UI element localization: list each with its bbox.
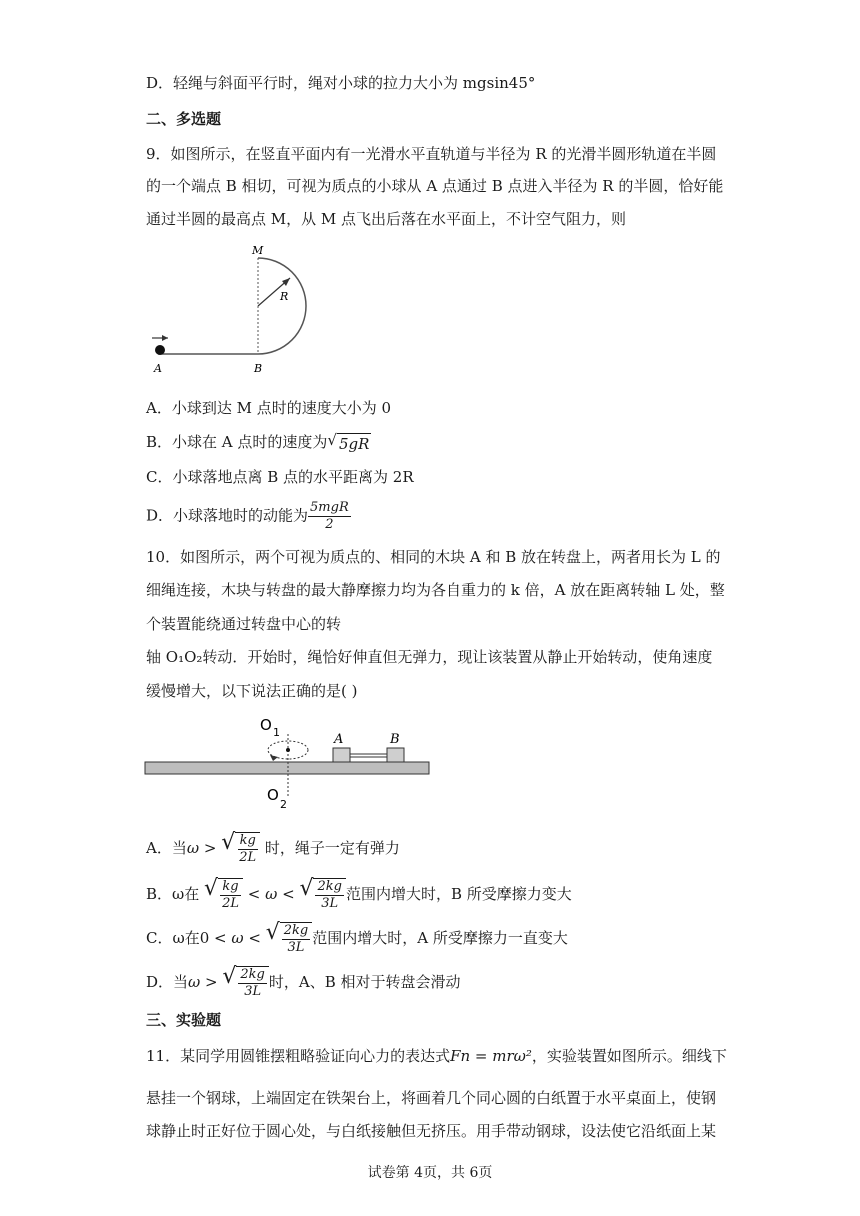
q10-option-c-suffix: 范围内增大时，A 所受摩擦力一直变大	[312, 929, 568, 947]
q10-line4: 轴 O₁O₂转动．开始时，绳恰好伸直但无弹力，现让该装置从静止开始转动，使角速度	[146, 648, 713, 666]
q10-option-d: D．当ω > √ $\frac{2kg}{3L}$ 时，A、B 相对于转盘会滑动	[146, 964, 461, 999]
frac-num: 2kg	[283, 923, 309, 938]
frac-den: 3L	[321, 896, 339, 911]
q10-option-c: C．ω在0 < ω < √ $\frac{2kg}{3L}$ 范围内增大时，A 所受摩擦力一直变大	[146, 920, 568, 955]
q9-line3: 通过半圆的最高点 M，从 M 点飞出后落在水平面上，不计空气阻力，则	[146, 210, 627, 228]
sqrt-5gr-body: 5gR	[338, 434, 370, 453]
q11-line1-text: 11．某同学用圆锥摆粗略验证向心力的表达式	[146, 1047, 451, 1065]
fig-label-r: R	[280, 290, 289, 303]
q10-line1: 10．如图所示，两个可视为质点的、相同的木块 A 和 B 放在转盘上，两者用长为 L 的	[146, 548, 721, 566]
frac-num: kg	[222, 879, 239, 894]
q10-option-b: B．ω在 √ $\frac{kg}{2L}$ < ω < √ $\frac{2kg}{3L}$ 范围内增大时，B 所受摩擦力变大	[146, 876, 572, 911]
fig-label-o1: O	[260, 716, 272, 734]
section-experiment-heading: 三、实验题	[146, 1011, 222, 1029]
frac-5mgr-2	[308, 500, 351, 533]
q9-option-d-text: D．小球落地时的动能为	[146, 506, 309, 525]
q10-option-b-prefix: B．ω在	[146, 885, 200, 903]
q11-line3: 球静止时正好位于圆心处，与白纸接触但无挤压。用手带动钢球，设法使它沿纸面上某	[146, 1122, 717, 1140]
q9-line2: 的一个端点 B 相切，可视为质点的小球从 A 点通过 B 点进入半径为 R 的半圆，恰好能	[146, 177, 724, 195]
fig-label-a: A	[334, 732, 344, 747]
q10-line3: 个装置能绕通过转盘中心的转	[146, 615, 342, 633]
frac-den: 3L	[287, 940, 305, 955]
fig-label-o1-sub: 1	[273, 726, 280, 739]
sqrt-5gr: √ 5gR	[327, 430, 370, 453]
frac-den: 2L	[239, 850, 257, 865]
q10-line2: 细绳连接，木块与转盘的最大静摩擦力均为各自重力的 k 倍，A 放在距离转轴 L 处，整	[146, 581, 725, 599]
section-multiple-choice-heading: 二、多选题	[146, 110, 222, 128]
q11-line1-tail: ，实验装置如图所示。细线下	[531, 1047, 727, 1065]
q10-option-b-suffix: 范围内增大时，B 所受摩擦力变大	[345, 885, 572, 903]
q9-option-d	[146, 500, 351, 533]
q10-option-d-suffix: 时，A、B 相对于转盘会滑动	[268, 973, 461, 991]
q10-line5: 缓慢增大，以下说法正确的是( )	[146, 682, 358, 700]
q9-option-b-text: B．小球在 A 点时的速度为	[146, 433, 328, 451]
fig-label-o2: O	[267, 786, 279, 804]
q9-option-b	[146, 432, 371, 454]
frac-num: 5mgR	[310, 500, 349, 515]
q9-option-a: A．小球到达 M 点时的速度大小为 0	[146, 399, 392, 417]
frac-den: 2L	[222, 896, 239, 911]
page-footer: 试卷第 4页，共 6页	[367, 1165, 493, 1181]
fig-label-m: M	[252, 244, 264, 257]
q10-turntable-figure	[140, 712, 440, 812]
q10-option-d-prefix: D．当	[146, 973, 189, 991]
q10-option-a-prefix: A．当	[146, 839, 187, 857]
q9-semicircle-track-figure	[140, 240, 340, 380]
fig-label-b: B	[254, 362, 263, 375]
fig-label-b: B	[390, 732, 400, 747]
q9-option-c: C．小球落地点离 B 点的水平距离为 2R	[146, 468, 414, 486]
fig-label-a: A	[154, 362, 162, 375]
q11-formula: Fn = mrω²	[450, 1047, 532, 1065]
option-8d: D．轻绳与斜面平行时，绳对小球的拉力大小为 mgsin45°	[146, 74, 536, 92]
frac-num: 2kg	[240, 967, 265, 982]
q9-line1: 9．如图所示，在竖直平面内有一光滑水平直轨道与半径为 R 的光滑半圆形轨道在半圆	[146, 145, 717, 163]
q10-option-a: A．当ω > √ $\frac{kg}{2L}$ 时，绳子一定有弹力	[146, 830, 400, 865]
fig-label-o2-sub: 2	[280, 798, 287, 811]
frac-num: kg	[239, 833, 256, 848]
frac-den: 2	[325, 517, 334, 532]
q10-option-a-suffix: 时，绳子一定有弹力	[264, 839, 400, 857]
frac-den: 3L	[244, 984, 262, 999]
q10-option-c-prefix: C．ω在	[146, 929, 200, 947]
q11-line2: 悬挂一个钢球，上端固定在铁架台上，将画着几个同心圆的白纸置于水平桌面上，使钢	[146, 1089, 717, 1107]
q11-line1	[146, 1046, 727, 1066]
frac-num: 2kg	[317, 879, 342, 894]
